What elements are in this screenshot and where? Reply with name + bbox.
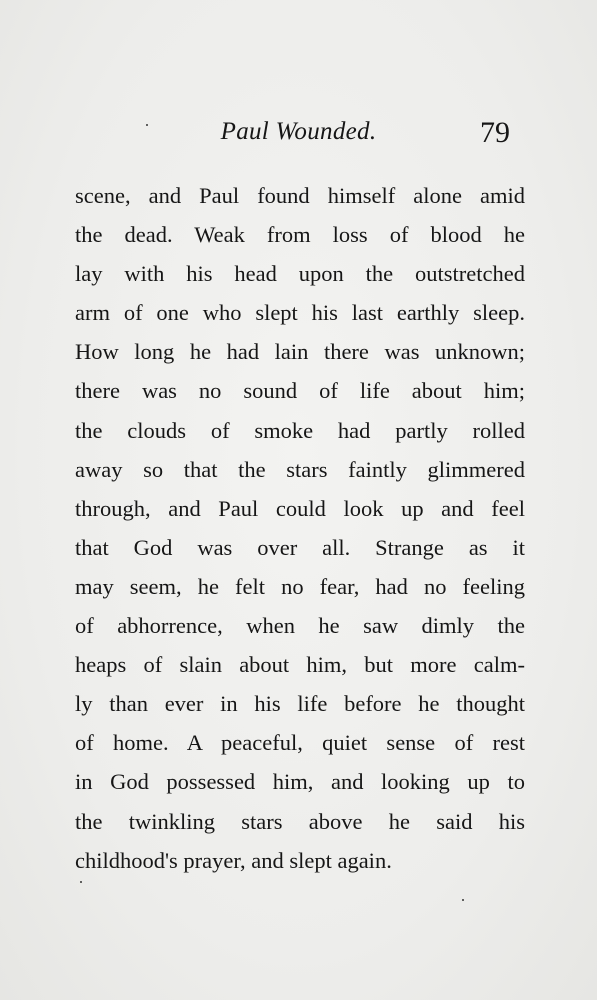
ink-speck [80, 881, 82, 883]
text-line: of home. A peaceful, quiet sense of rest [75, 730, 525, 756]
text-line: away so that the stars faintly glimmered [75, 456, 525, 482]
text-line: there was no sound of life about him; [75, 378, 525, 404]
text-line: childhood's prayer, and slept again. [75, 847, 392, 873]
text-line: scene, and Paul found himself alone amid [75, 183, 525, 208]
text-line: ly than ever in his life before he thought [75, 691, 525, 717]
text-line: in God possessed him, and looking up to [75, 769, 525, 795]
text-line: the twinkling stars above he said his [75, 808, 525, 834]
text-line: heaps of slain about him, but more calm- [75, 652, 525, 678]
text-line: lay with his head upon the outstretched [75, 261, 525, 287]
ink-speck [462, 899, 464, 901]
text-line: How long he had lain there was unknown; [75, 339, 525, 365]
ink-speck [146, 124, 148, 126]
page-number: 79 [480, 116, 510, 149]
text-line: may seem, he felt no fear, had no feeling [75, 573, 525, 599]
body-text [75, 176, 525, 880]
page-title: Paul Wounded. [220, 118, 377, 145]
text-line: the dead. Weak from loss of blood he [75, 222, 525, 248]
text-line: arm of one who slept his last earthly sleep. [75, 300, 525, 326]
text-line: of abhorrence, when he saw dimly the [75, 613, 525, 639]
running-head [0, 118, 597, 158]
text-line: the clouds of smoke had partly rolled [75, 417, 525, 443]
text-line: that God was over all. Strange as it [75, 534, 525, 560]
text-line: through, and Paul could look up and feel [75, 495, 525, 521]
